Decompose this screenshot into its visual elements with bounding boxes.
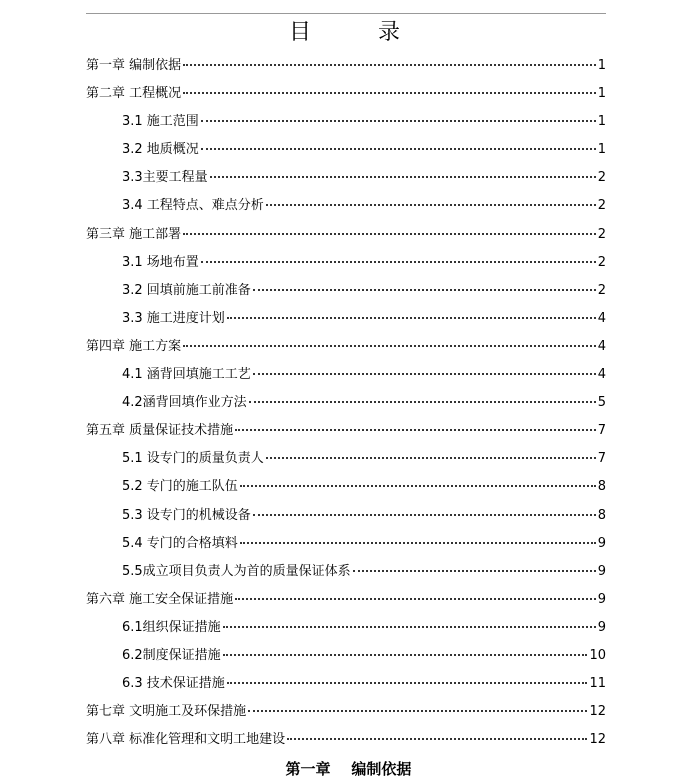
- toc-entry-label: 6.1组织保证措施: [122, 619, 221, 635]
- toc-section-entry[interactable]: [86, 137, 606, 165]
- toc-entry-label: 第二章 工程概况: [86, 86, 182, 102]
- toc-section-entry[interactable]: [86, 503, 606, 531]
- toc-entry-label: 5.5成立项目负责人为首的质量保证体系: [122, 563, 351, 579]
- toc-dot-leader: [210, 174, 596, 178]
- toc-entry-label: 3.3主要工程量: [122, 170, 208, 186]
- toc-section-entry[interactable]: [86, 165, 606, 193]
- toc-dot-leader: [227, 680, 588, 684]
- toc-dot-leader: [235, 596, 596, 600]
- toc-dot-leader: [266, 202, 596, 206]
- toc-section-entry[interactable]: [86, 362, 606, 390]
- toc-page-number: 9: [597, 591, 606, 607]
- toc-page-number: 1: [597, 86, 606, 102]
- toc-dot-leader: [240, 483, 596, 487]
- toc-entry-label: 4.2涵背回填作业方法: [122, 395, 247, 411]
- header-rule: [86, 13, 606, 14]
- toc-dot-leader: [223, 652, 588, 656]
- toc-dot-leader: [183, 90, 596, 94]
- toc-dot-leader: [223, 624, 596, 628]
- toc-entry-label: 6.2制度保证措施: [122, 647, 221, 663]
- toc-chapter-entry[interactable]: [86, 727, 606, 755]
- toc-entry-label: 6.3 技术保证措施: [122, 676, 225, 692]
- toc-page-number: 12: [589, 732, 606, 748]
- toc-dot-leader: [253, 371, 596, 375]
- toc-page-number: 9: [597, 619, 606, 635]
- toc-entry-label: 3.3 施工进度计划: [122, 310, 225, 326]
- toc-page-number: 8: [597, 479, 606, 495]
- toc-dot-leader: [248, 708, 587, 712]
- toc-entry-label: 第三章 施工部署: [86, 226, 182, 242]
- toc-page-number: 10: [589, 647, 606, 663]
- toc-page-number: 11: [589, 676, 606, 692]
- toc-page-number: 2: [597, 282, 606, 298]
- toc-section-entry[interactable]: [86, 250, 606, 278]
- toc-chapter-entry[interactable]: [86, 587, 606, 615]
- toc-section-entry[interactable]: [86, 390, 606, 418]
- toc-title: 目 录: [289, 20, 430, 45]
- toc-dot-leader: [240, 540, 596, 544]
- toc-entry-label: 第六章 施工安全保证措施: [86, 591, 234, 607]
- toc-entry-label: 第八章 标准化管理和文明工地建设: [86, 732, 286, 748]
- toc-dot-leader: [249, 399, 596, 403]
- toc-dot-leader: [266, 455, 596, 459]
- toc-page-number: 1: [597, 58, 606, 73]
- toc-dot-leader: [183, 343, 596, 347]
- toc-section-entry[interactable]: [86, 671, 606, 699]
- toc-page-number: 9: [597, 563, 606, 579]
- toc-entry-label: 第五章 质量保证技术措施: [86, 423, 234, 439]
- toc-chapter-entry[interactable]: [86, 222, 606, 250]
- toc-entry-label: 4.1 涵背回填施工工艺: [122, 367, 251, 383]
- toc-dot-leader: [287, 736, 587, 740]
- toc-entry-label: 5.1 设专门的质量负责人: [122, 451, 264, 467]
- toc-entry-label: 5.4 专门的合格填料: [122, 535, 238, 551]
- toc-page-number: 4: [597, 310, 606, 326]
- toc-section-entry[interactable]: [86, 109, 606, 137]
- toc-page-number: 4: [597, 367, 606, 383]
- toc-chapter-entry[interactable]: [86, 418, 606, 446]
- toc-dot-leader: [201, 118, 596, 122]
- toc-dot-leader: [235, 427, 596, 431]
- toc-page-number: 8: [597, 507, 606, 523]
- toc-page-number: 9: [597, 535, 606, 551]
- toc-entry-label: 3.1 场地布置: [122, 254, 199, 270]
- toc-page-number: 7: [597, 423, 606, 439]
- toc-chapter-entry[interactable]: [86, 699, 606, 727]
- toc-page-number: 12: [589, 704, 606, 720]
- toc-dot-leader: [353, 568, 596, 572]
- toc-section-entry[interactable]: [86, 474, 606, 502]
- toc-entry-label: 第一章 编制依据: [86, 58, 182, 73]
- toc-page-number: 2: [597, 254, 606, 270]
- toc-section-entry[interactable]: [86, 446, 606, 474]
- toc-chapter-entry[interactable]: [86, 53, 606, 81]
- toc-entry-label: 3.4 工程特点、难点分析: [122, 198, 264, 214]
- toc-section-entry[interactable]: [86, 278, 606, 306]
- toc-page-number: 2: [597, 198, 606, 214]
- toc-entry-label: 3.1 施工范围: [122, 114, 199, 130]
- toc-section-entry[interactable]: [86, 643, 606, 671]
- toc-dot-leader: [183, 231, 596, 235]
- toc-section-entry[interactable]: [86, 193, 606, 221]
- toc-entry-label: 5.2 专门的施工队伍: [122, 479, 238, 495]
- toc-dot-leader: [227, 315, 596, 319]
- toc-dot-leader: [201, 259, 596, 263]
- toc-page-number: 2: [597, 170, 606, 186]
- toc-dot-leader: [253, 287, 596, 291]
- toc-page-number: 1: [597, 114, 606, 130]
- toc-page-number: 1: [597, 142, 606, 158]
- toc-entry-label: 5.3 设专门的机械设备: [122, 507, 251, 523]
- toc-page-number: 2: [597, 226, 606, 242]
- toc-chapter-entry[interactable]: [86, 81, 606, 109]
- toc-page-number: 4: [597, 338, 606, 354]
- toc-page-number: 7: [597, 451, 606, 467]
- toc-section-entry[interactable]: [86, 615, 606, 643]
- toc-chapter-entry[interactable]: [86, 334, 606, 362]
- toc-entry-label: 3.2 地质概况: [122, 142, 199, 158]
- table-of-contents: [86, 53, 606, 755]
- toc-entry-label: 3.2 回填前施工前准备: [122, 282, 251, 298]
- toc-page-number: 5: [597, 395, 606, 411]
- toc-section-entry[interactable]: [86, 306, 606, 334]
- toc-dot-leader: [253, 512, 596, 516]
- toc-dot-leader: [201, 146, 596, 150]
- toc-entry-label: 第四章 施工方案: [86, 338, 182, 354]
- chapter-heading: 第一章 编制依据: [285, 760, 412, 778]
- toc-section-entry[interactable]: [86, 531, 606, 559]
- toc-dot-leader: [183, 62, 596, 66]
- toc-section-entry[interactable]: [86, 559, 606, 587]
- toc-entry-label: 第七章 文明施工及环保措施: [86, 704, 247, 720]
